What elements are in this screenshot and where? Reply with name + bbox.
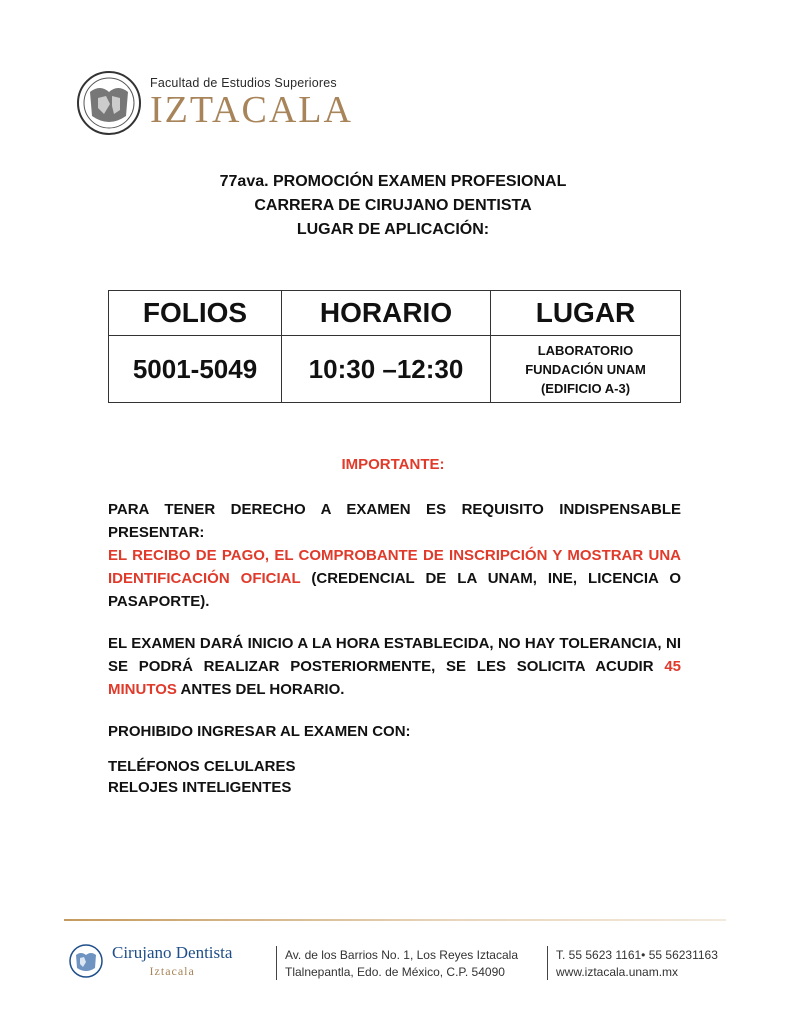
title-line-3: LUGAR DE APLICACIÓN: <box>296 221 490 238</box>
cell-lugar <box>491 336 681 403</box>
lugar-line-3: (EDIFICIO A-3) <box>540 380 631 396</box>
schedule-table <box>108 290 681 403</box>
title-line-1: 77ava. PROMOCIÓN EXAMEN PROFESIONAL <box>219 173 567 190</box>
unam-seal-icon <box>76 70 142 136</box>
footer-divider <box>64 919 726 921</box>
documents-required: EL RECIBO DE PAGO, EL COMPROBANTE DE INSCRIPCIÓN Y MOSTRAR UNA IDENTIFICACIÓN OFICIAL <box>108 547 681 587</box>
table-header-row <box>109 291 681 336</box>
document-titles <box>0 170 786 242</box>
lugar-line-2: FUNDACIÓN UNAM <box>525 361 646 377</box>
lugar-line-1: LABORATORIO <box>537 342 634 358</box>
list-item: TELÉFONOS CELULARES <box>108 758 296 775</box>
requirement-paragraph: PARA TENER DERECHO A EXAMEN ES REQUISITO INDISPENSABLE PRESENTAR: <box>108 501 681 541</box>
header-lugar: LUGAR <box>491 291 681 336</box>
title-line-2: CARRERA DE CIRUJANO DENTISTA <box>254 197 532 214</box>
list-item: RELOJES INTELIGENTES <box>108 779 292 796</box>
footer-contact <box>556 947 718 981</box>
documents-paragraph <box>108 544 681 613</box>
timing-minutes: 45 MINUTOS <box>108 658 681 698</box>
cell-horario: 10:30 –12:30 <box>282 336 491 403</box>
footer-program-name: Cirujano Dentista <box>112 942 233 962</box>
timing-start: EL EXAMEN DARÁ INICIO A LA HORA ESTABLECIDA, NO HAY TOLERANCIA, NI SE PODRÁ REALIZAR POSTERIORMENTE, SE LES SOLICITA ACUDIR <box>108 635 681 675</box>
footer-logo <box>68 943 232 979</box>
unam-seal-icon <box>68 943 104 979</box>
header-horario: HORARIO <box>282 291 491 336</box>
documents-detail: (CREDENCIAL DE LA UNAM, INE, LICENCIA O PASAPORTE). <box>108 570 681 610</box>
address-line-1: Av. de los Barrios No. 1, Los Reyes Iztacala <box>285 948 518 962</box>
table-row <box>109 336 681 403</box>
footer-separator <box>547 946 548 980</box>
footer-website[interactable]: www.iztacala.unam.mx <box>556 965 679 979</box>
header-logo <box>76 70 353 136</box>
institution-line: Facultad de Estudios Superiores <box>150 76 337 90</box>
prohibited-list <box>108 756 296 798</box>
brand-text <box>150 76 353 130</box>
footer-phone: T. 55 5623 1161• 55 56231163 <box>556 948 718 962</box>
timing-end: ANTES DEL HORARIO. <box>176 681 345 698</box>
address-line-2: Tlalnepantla, Edo. de México, C.P. 54090 <box>285 965 505 979</box>
important-heading: IMPORTANTE: <box>341 456 445 473</box>
institution-name: IZTACALA <box>150 89 353 131</box>
footer-separator <box>276 946 277 980</box>
timing-paragraph <box>108 632 681 701</box>
footer-address <box>285 947 518 981</box>
header-folios: FOLIOS <box>109 291 282 336</box>
cell-folios: 5001-5049 <box>109 336 282 403</box>
prohibited-heading: PROHIBIDO INGRESAR AL EXAMEN CON: <box>108 723 411 740</box>
footer-program-sub: Iztacala <box>149 963 195 978</box>
